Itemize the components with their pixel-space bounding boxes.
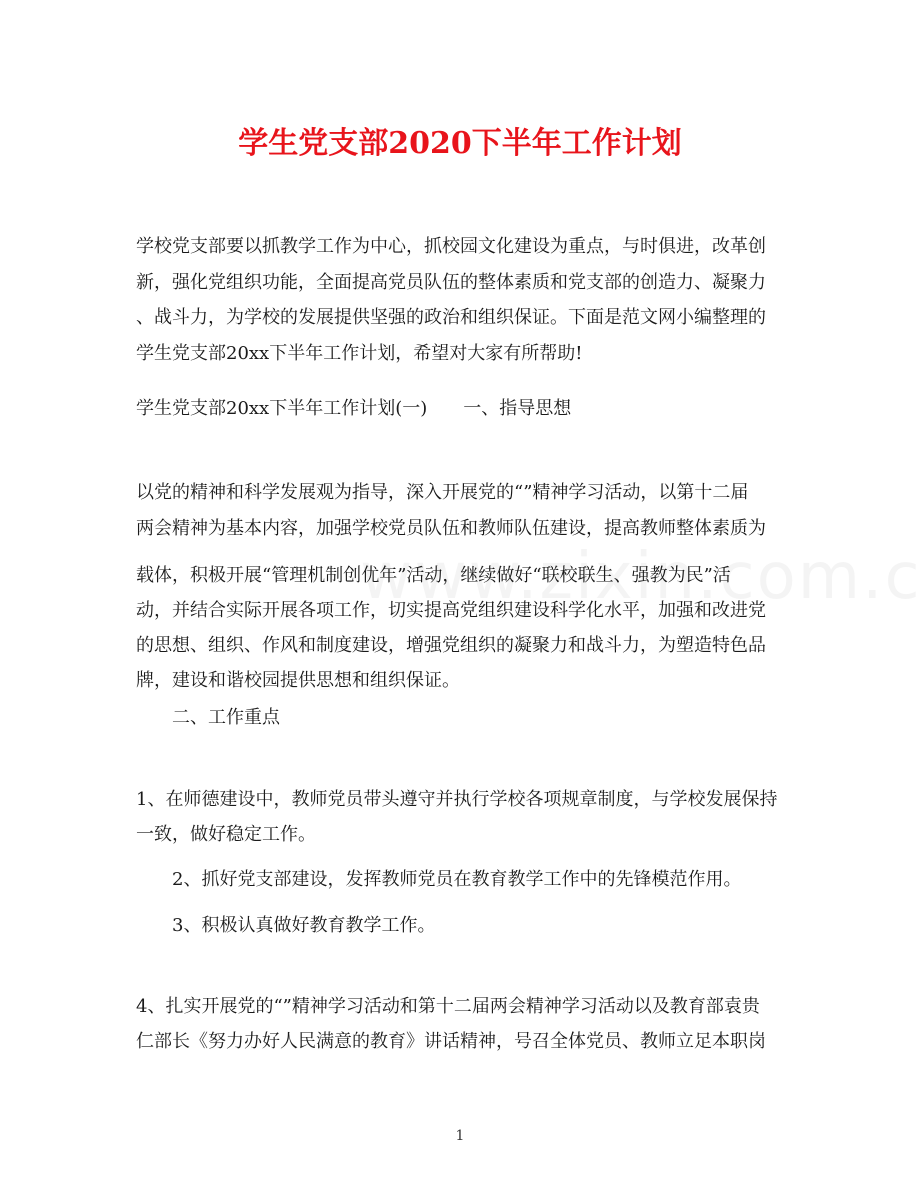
list-item: 3、积极认真做好教育教学工作。 — [172, 915, 436, 936]
paragraph-line: 牌，建设和谐校园提供思想和组织保证。 — [136, 670, 460, 691]
section-heading-line: 学生党支部20xx下半年工作计划(一) 一、指导思想 — [136, 398, 572, 419]
section-heading: 二、工作重点 — [172, 707, 280, 728]
page-number: 1 — [455, 1128, 465, 1144]
list-item-line: 4、扎实开展党的“”精神学习活动和第十二届两会精神学习活动以及教育部袁贵 — [136, 996, 760, 1017]
paragraph-line: 学生党支部20xx下半年工作计划，希望对大家有所帮助! — [136, 343, 583, 364]
paragraph-line: 学校党支部要以抓教学工作为中心，抓校园文化建设为重点，与时俱进，改革创 — [136, 236, 766, 257]
paragraph-line: 动，并结合实际开展各项工作，切实提高党组织建设科学化水平，加强和改进党 — [136, 600, 766, 621]
paragraph-line: 、战斗力，为学校的发展提供坚强的政治和组织保证。下面是范文网小编整理的 — [136, 307, 766, 328]
list-item: 2、抓好党支部建设，发挥教师党员在教育教学工作中的先锋模范作用。 — [172, 869, 742, 890]
list-item-line: 仁部长《努力办好人民满意的教育》讲话精神，号召全体党员、教师立足本职岗 — [136, 1031, 766, 1052]
list-item-line: 1、在师德建设中，教师党员带头遵守并执行学校各项规章制度，与学校发展保持 — [136, 789, 778, 810]
paragraph-line: 两会精神为基本内容，加强学校党员队伍和教师队伍建设，提高教师整体素质为 — [136, 518, 766, 539]
paragraph-line: 的思想、组织、作风和制度建设，增强党组织的凝聚力和战斗力，为塑造特色品 — [136, 635, 766, 656]
paragraph-line: 载体，积极开展“管理机制创优年”活动，继续做好“联校联生、强教为民”活 — [136, 565, 731, 586]
list-item-line: 一致，做好稳定工作。 — [136, 824, 316, 845]
paragraph-line: 新，强化党组织功能，全面提高党员队伍的整体素质和党支部的创造力、凝聚力 — [136, 272, 766, 293]
paragraph-line: 以党的精神和科学发展观为指导，深入开展党的“”精神学习活动，以第十二届 — [136, 482, 749, 503]
document-title: 学生党支部2020下半年工作计划 — [238, 126, 682, 161]
